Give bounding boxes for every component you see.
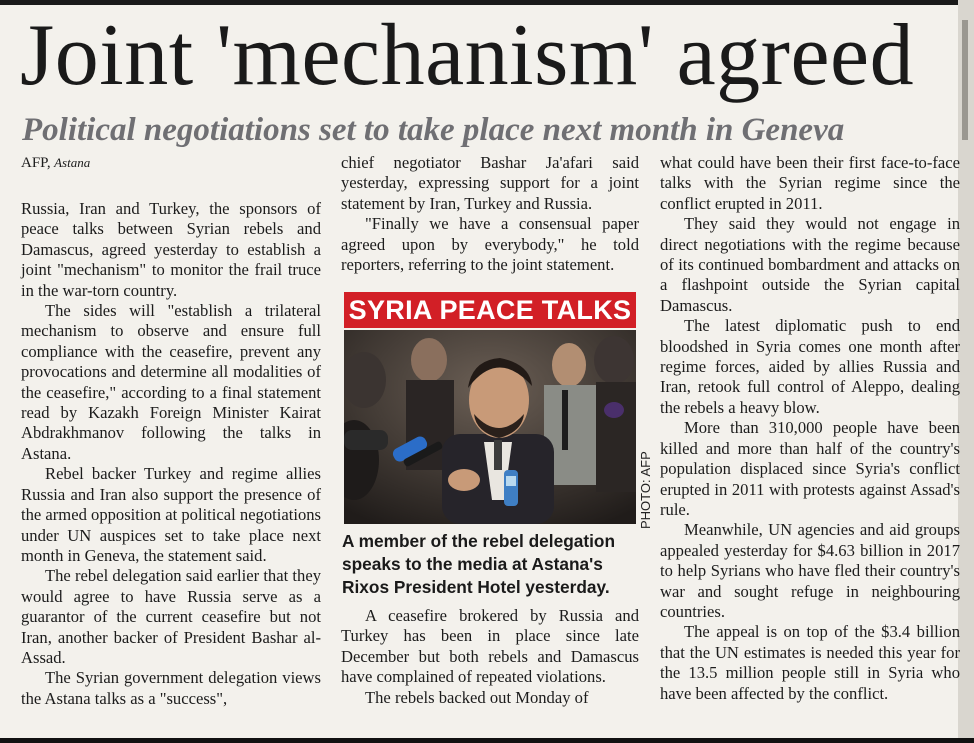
byline-location: Astana xyxy=(54,155,91,170)
paragraph: They said they would not engage in direct negotiations with the regime because of its continued bombardment and attacks on a flashpoint outside the Syrian capital Damascus. xyxy=(660,214,960,315)
article-column-1 xyxy=(21,153,321,709)
photo-banner: SYRIA PEACE TALKS xyxy=(344,292,636,328)
subheadline: Political negotiations set to take place next month in Geneva xyxy=(22,112,845,148)
top-rule xyxy=(0,0,958,5)
article-column-3 xyxy=(660,153,960,704)
paragraph: Russia, Iran and Turkey, the sponsors of peace talks between Syrian rebels and Damascus, agreed yesterday to establish a joint "mechanism" to monitor the frail truce in the war-torn country. xyxy=(21,199,321,300)
photo-caption: A member of the rebel delegation speaks to the media at Astana's Rixos President Hotel yesterday. xyxy=(342,531,616,597)
paragraph: Meanwhile, UN agencies and aid groups appealed yesterday for $4.63 billion in 2017 to help Syrians who have fled their country's war and sought refuge in neighbouring countries. xyxy=(660,520,960,621)
article-column-2 xyxy=(341,153,639,275)
article-column-2-continued xyxy=(341,606,639,708)
column-3-body xyxy=(660,153,960,704)
paragraph: The rebels backed out Monday of xyxy=(365,687,589,707)
paragraph: More than 310,000 people have been killed and more than half of the country's population displaced since Syria's conflict erupted in 2011 with protests against Assad's rule. xyxy=(660,418,960,519)
news-photo-illustration xyxy=(344,330,636,524)
paragraph: chief negotiator Bashar Ja'afari said yesterday, expressing support for a joint statement by Iran, Turkey and Russia. xyxy=(341,153,639,213)
news-photo xyxy=(344,330,636,524)
page-edge-mark xyxy=(962,20,968,140)
paragraph: The appeal is on top of the $3.4 billion that the UN estimates is needed this year for the 13.5 million people still in Syria who have been affected by the conflict. xyxy=(660,622,960,703)
byline xyxy=(21,153,321,193)
paragraph: what could have been their first face-to-face talks with the Syrian regime since the conflict erupted in 2011. xyxy=(660,153,960,213)
paragraph: "Finally we have a consensual paper agreed upon by everybody," he told reporters, referring to the joint statement. xyxy=(341,214,639,275)
column-2-body xyxy=(341,153,639,275)
photo-feature xyxy=(341,292,639,526)
headline: Joint 'mechanism' agreed xyxy=(20,7,915,104)
photo-credit: PHOTO: AFP xyxy=(638,451,653,529)
paragraph: The sides will "establish a trilateral mechanism to observe and ensure full compliance with the ceasefire, prevent any provocations and determine all modalities of the ceasefire," according to a final statement read by Kazakh Foreign Minister Kairat Abdrakhmanov following the talks in Astana. xyxy=(21,301,321,463)
paragraph: The latest diplomatic push to end bloodshed in Syria comes one month after regime forces, aided by allies Russia and Iran, retook full control of Aleppo, dealing the rebels a heavy blow. xyxy=(660,316,960,417)
byline-source: AFP, xyxy=(21,155,51,171)
paragraph: The Syrian government delegation views the Astana talks as a "success", xyxy=(21,668,321,708)
paragraph: A ceasefire brokered by Russia and Turkey has been in place since late December but both rebels and Damascus have complained of repeated violations. xyxy=(341,606,639,687)
paragraph: The rebel delegation said earlier that they would agree to have Russia serve as a guarantor of the current ceasefire but not Iran, another backer of President Bashar al-Assad. xyxy=(21,566,321,667)
paragraph: Rebel backer Turkey and regime allies Russia and Iran also support the presence of the armed opposition at political negotiations under UN auspices set to take place next month in Geneva, the statement said. xyxy=(21,464,322,565)
bottom-edge xyxy=(0,738,974,743)
column-1-body xyxy=(21,199,321,709)
